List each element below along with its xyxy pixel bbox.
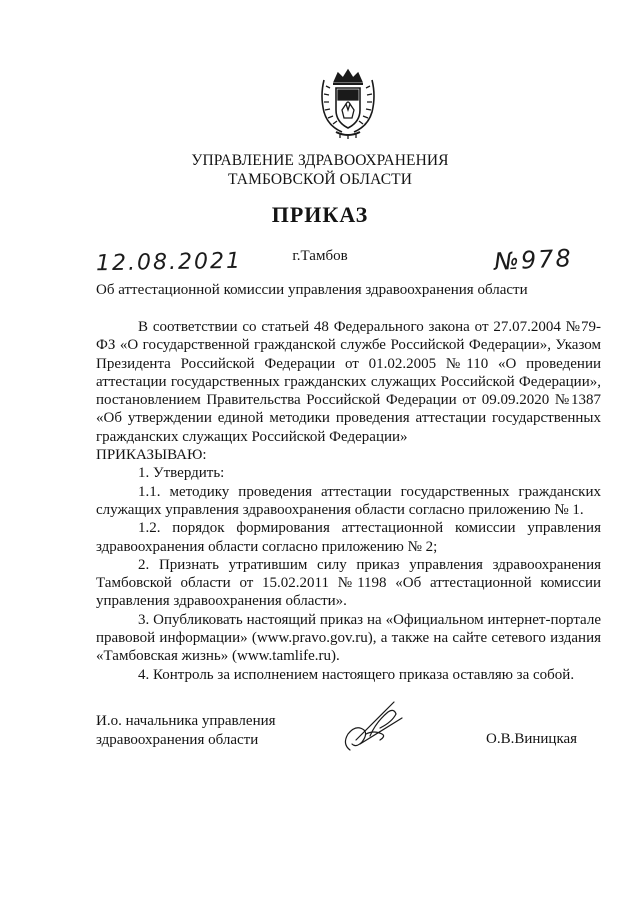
order-number: №978 [493,243,574,277]
clause-3: 3. Опубликовать настоящий приказ на «Официальном интернет-портале правовой информации» (www.pravo.gov.ru), а также на сайте сетевого издания «Тамбовская жизнь» (www.tamlife.ru). [96,611,601,665]
org-line-1: УПРАВЛЕНИЕ ЗДРАВООХРАНЕНИЯ [191,152,449,169]
order-body [96,318,601,684]
organization-name [0,151,640,189]
signatory-name: О.В.Виницкая [486,731,578,747]
handwritten-signature [336,694,408,758]
clause-4: 4. Контроль за исполнением настоящего приказа оставляю за собой. [138,666,575,683]
order-title: Об аттестационной комиссии управления здравоохранения области [96,282,528,298]
org-line-2: ТАМБОВСКОЙ ОБЛАСТИ [228,171,412,188]
signatory-position [96,712,276,750]
city: г.Тамбов [292,248,348,264]
document-type: ПРИКАЗ [271,202,369,227]
clause-1-1: 1.1. методику проведения аттестации государственных гражданских служащих управления здравоохранения области согласно приложению № 1. [96,483,601,518]
clause-2: 2. Признать утратившим силу приказ управления здравоохранения Тамбовской области от 15.02.2011 №1198 «Об аттестационной комиссии управления здравоохранения области». [96,556,601,610]
order-directive: ПРИКАЗЫВАЮ: [96,447,207,464]
clause-1: 1. Утвердить: [138,465,225,482]
order-date: 12.08.2021 [95,248,243,277]
preamble-paragraph: В соответствии со статьей 48 Федерального закона от 27.07.2004 №79-ФЗ «О государственной гражданской службе Российской Федерации», Указом Президента Российской Федерации от 01.02.2005 №110 «О проведении аттестации государственных гражданских служащих Российской Федерации», постановлением Правительства Российской Федерации от 09.09.2020 №1387 «Об утверждении единой методики проведения аттестации государственных гражданских служащих Российской Федерации» [96,319,601,445]
coat-of-arms-icon [316,66,380,140]
position-line-2: здравоохранения области [96,732,259,748]
position-line-1: И.о. начальника управления [96,713,276,729]
clause-1-2: 1.2. порядок формирования аттестационной комиссии управления здравоохранения области согласно приложению № 2; [96,520,601,555]
